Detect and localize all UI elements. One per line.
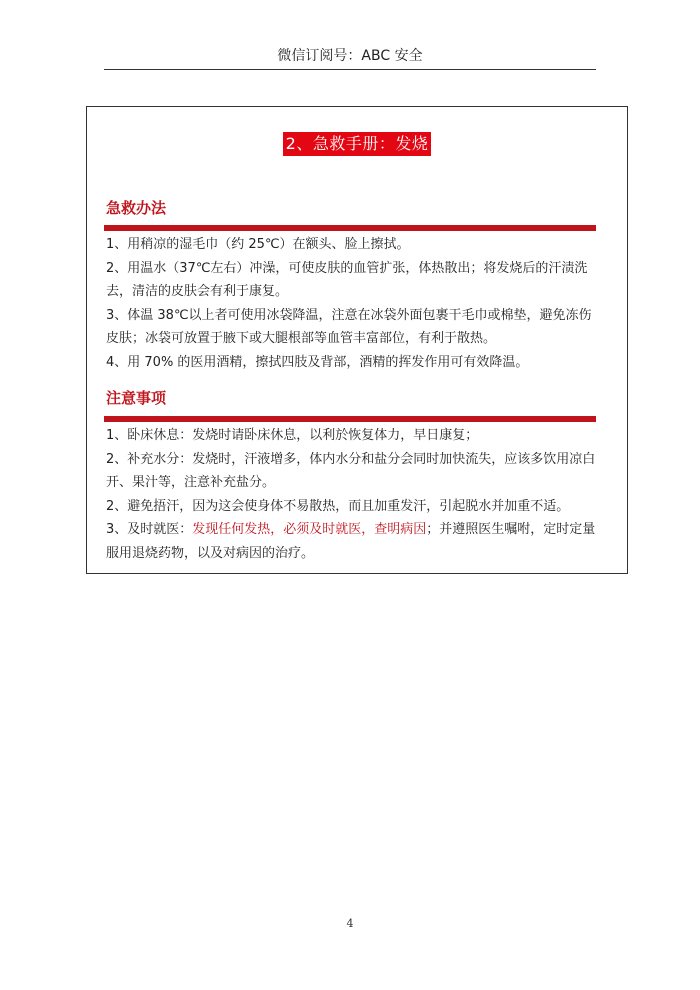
section-heading-precautions: 注意事项 — [106, 389, 167, 407]
list-item: 2、避免捂汗，因为这会使身体不易散热，而且加重发汗，引起脱水并加重不适。 — [106, 498, 570, 514]
section-heading-first-aid: 急救办法 — [106, 199, 167, 217]
document-title: 2、急救手册：发烧 — [283, 132, 432, 156]
list-item: 2、补充水分：发烧时，汗液增多，体内水分和盐分会同时加快流失，应该多饮用凉白开、果汁等，注意补充盐分。 — [106, 451, 596, 490]
list-item — [106, 518, 596, 565]
header-divider — [104, 69, 596, 70]
list-item-suffix: ；并遵照医生嘱咐，定时定量服用退烧药物，以及对病因的治疗。 — [106, 522, 596, 561]
list-item: 1、用稍凉的湿毛巾（约 25℃）在额头、脸上擦拭。 — [106, 237, 410, 252]
list-item: 2、用温水（37℃左右）冲澡，可使皮肤的血管扩张，体热散出；将发烧后的汗渍洗去，清洁的皮肤会有利于康复。 — [106, 260, 588, 299]
section-body-first-aid — [106, 233, 596, 374]
list-item: 1、卧床休息：发烧时请卧床休息，以利於恢复体力，早日康复； — [106, 428, 479, 443]
section-body-precautions — [106, 424, 596, 565]
content-frame — [86, 106, 628, 574]
section-divider-precautions — [104, 416, 596, 422]
highlighted-warning: 发现任何发热，必须及时就医，查明病因 — [192, 522, 427, 537]
page-header: 微信订阅号：ABC 安全 — [277, 48, 423, 64]
list-item-prefix: 3、及时就医： — [106, 522, 193, 537]
list-item: 3、体温 38℃以上者可使用冰袋降温，注意在冰袋外面包裹干毛巾或棉垫，避免冻伤皮肤；冰袋可放置于腋下或大腿根部等血管丰富部位，有利于散热。 — [106, 307, 592, 346]
section-divider-first-aid — [104, 225, 596, 231]
page-number: 4 — [346, 917, 354, 930]
list-item: 4、用 70% 的医用酒精，擦拭四肢及背部，酒精的挥发作用可有效降温。 — [106, 354, 529, 370]
title-container — [87, 132, 627, 156]
